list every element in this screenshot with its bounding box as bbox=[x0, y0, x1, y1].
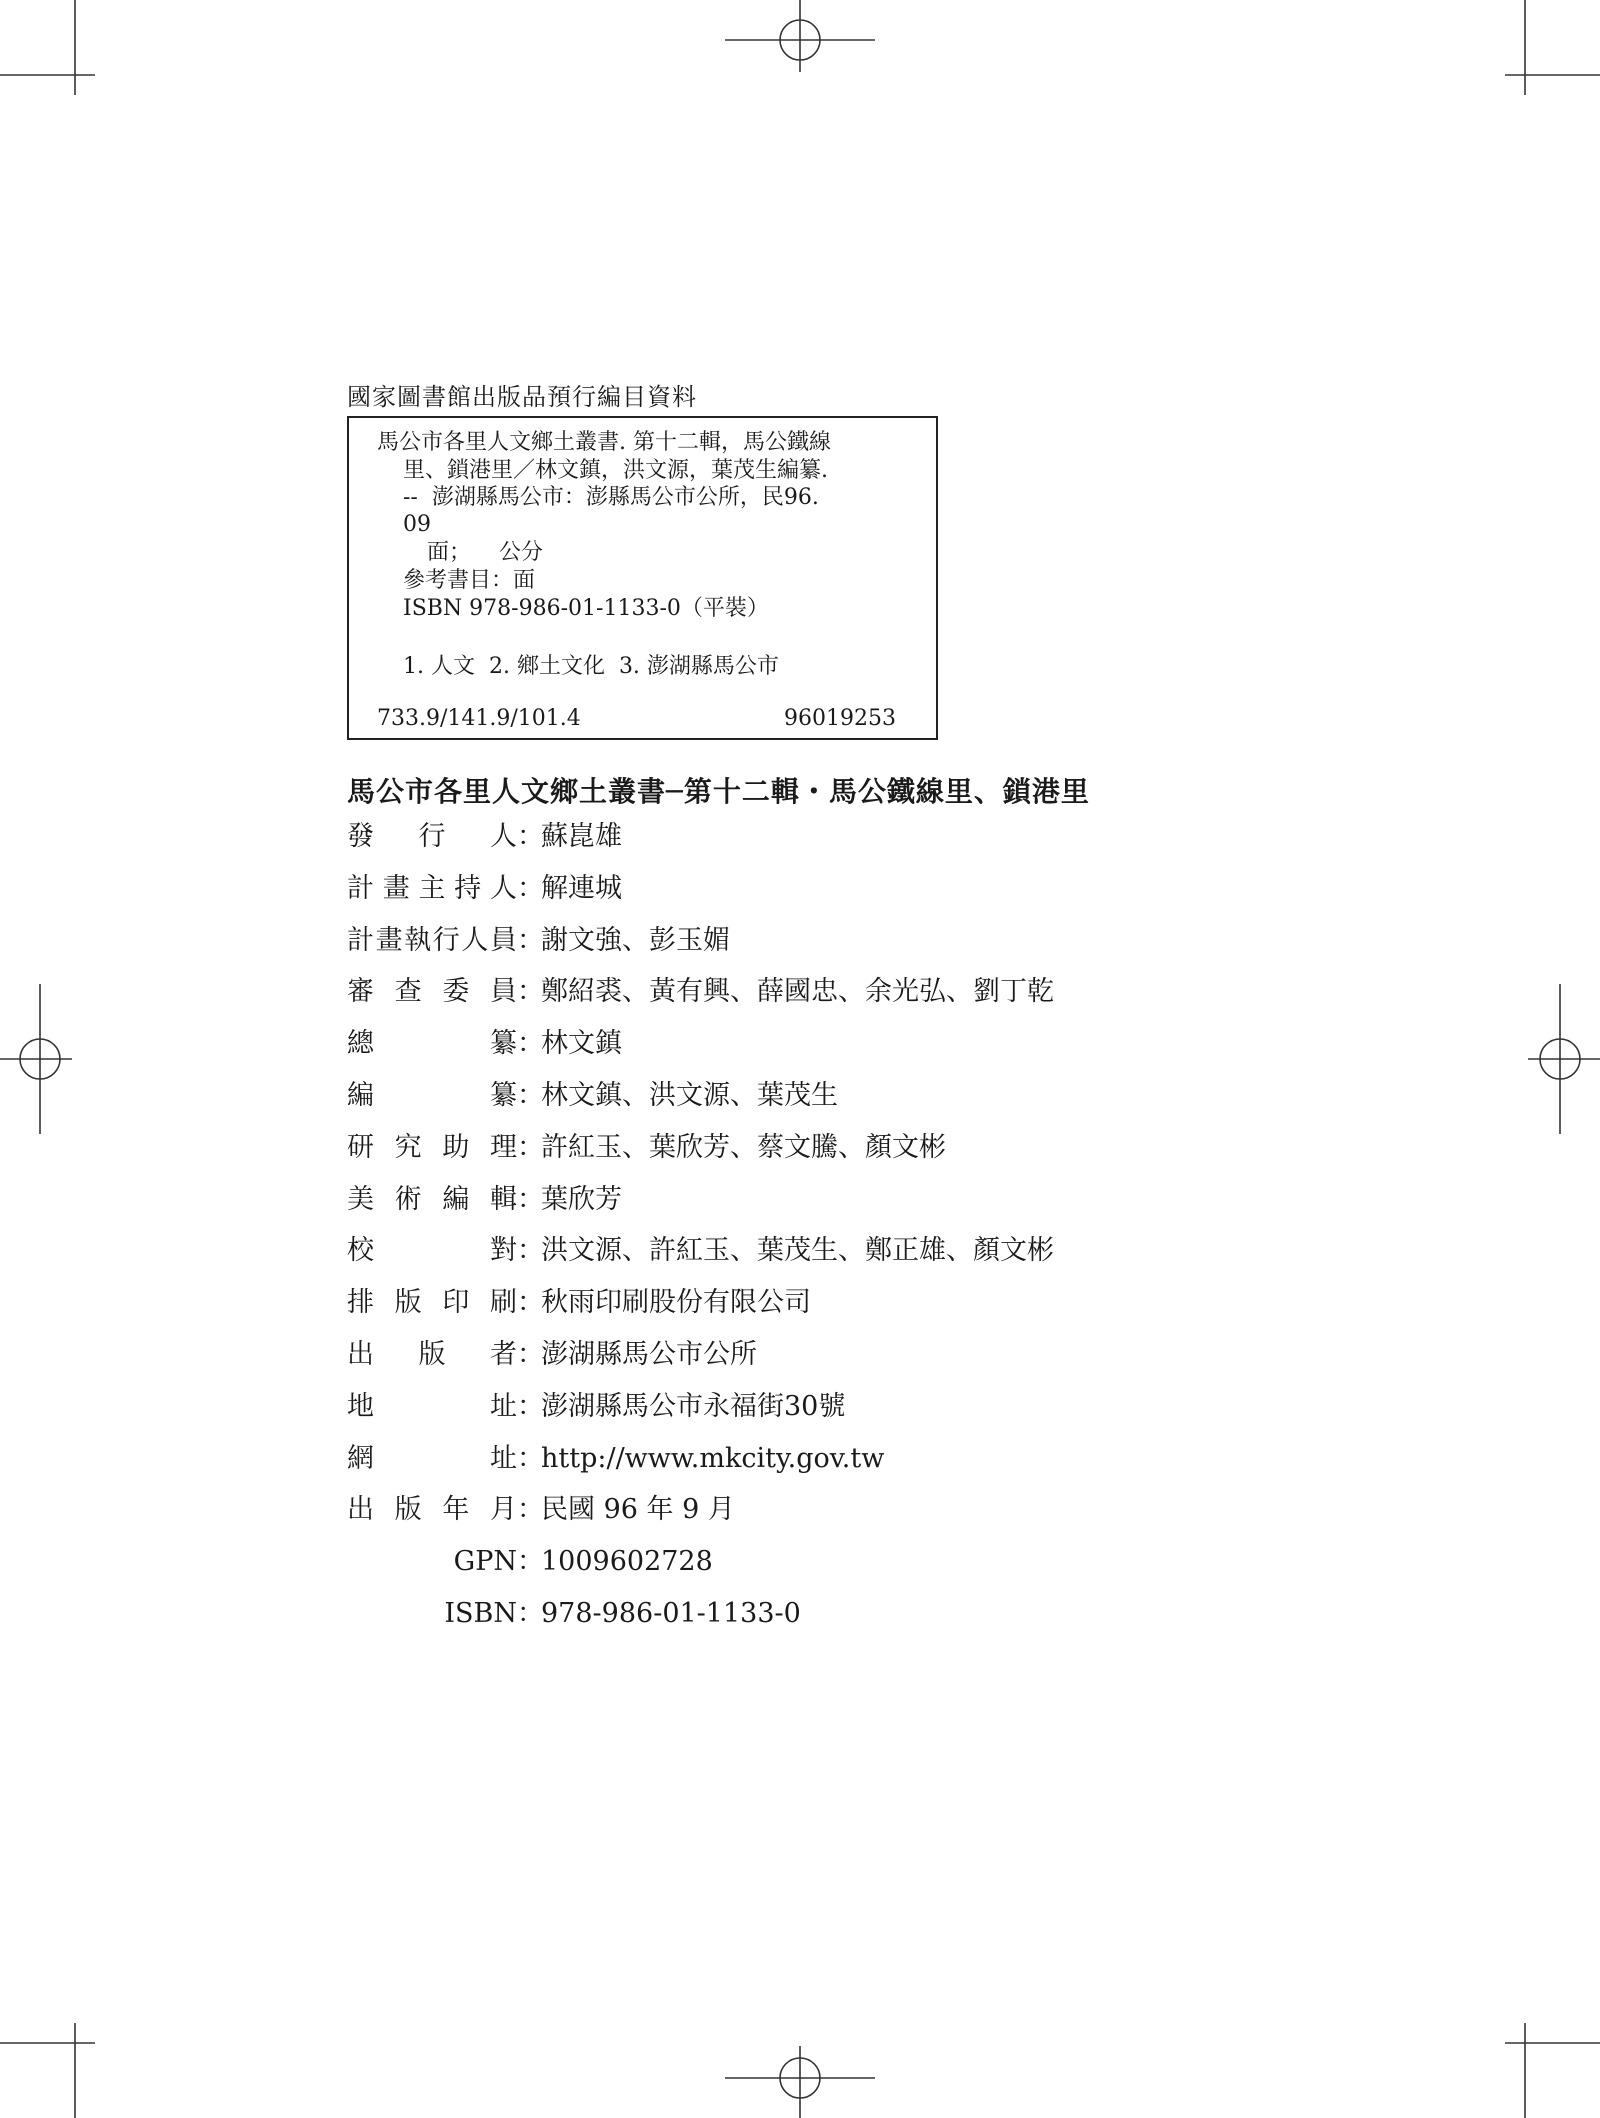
credit-label: 編 纂 bbox=[347, 1080, 517, 1111]
credit-colon: ： bbox=[517, 1287, 544, 1318]
cip-classification: 733.9/141.9/101.4 bbox=[377, 706, 581, 731]
cip-heading: 國家圖書館出版品預行編目資料 bbox=[347, 383, 697, 411]
credit-value: 澎湖縣馬公市永福街30號 bbox=[541, 1391, 846, 1422]
cip-line: -- 澎湖縣馬公市：澎縣馬公市公所，民96. bbox=[403, 485, 819, 510]
credit-label: GPN bbox=[453, 1546, 517, 1577]
credit-label: 地 址 bbox=[347, 1391, 517, 1422]
credit-label: 計 畫 主 持 人 bbox=[347, 873, 517, 904]
cip-line: 參考書目：面 bbox=[403, 568, 536, 593]
credit-label: 出 版 者 bbox=[347, 1339, 517, 1370]
cip-record-box bbox=[347, 416, 938, 740]
credit-value: 林文鎮 bbox=[541, 1028, 622, 1059]
credit-colon: ： bbox=[517, 1546, 544, 1577]
credit-label: 總 纂 bbox=[347, 1028, 517, 1059]
credit-colon: ： bbox=[517, 1235, 544, 1266]
credit-value: 蘇崑雄 bbox=[541, 821, 622, 852]
credit-label: 美 術 編 輯 bbox=[347, 1184, 517, 1215]
credit-colon: ： bbox=[517, 1028, 544, 1059]
credit-colon: ： bbox=[517, 1494, 544, 1525]
credit-value: 林文鎮、洪文源、葉茂生 bbox=[541, 1080, 838, 1111]
credit-value: http://www.mkcity.gov.tw bbox=[541, 1443, 885, 1474]
credit-label: 出 版 年 月 bbox=[347, 1494, 517, 1525]
credit-label: 排 版 印 刷 bbox=[347, 1287, 517, 1318]
credit-value: 解連城 bbox=[541, 873, 622, 904]
credit-colon: ： bbox=[517, 1132, 544, 1163]
credit-value: 澎湖縣馬公市公所 bbox=[541, 1339, 757, 1370]
credit-value: 葉欣芳 bbox=[541, 1184, 622, 1215]
credit-label: 研 究 助 理 bbox=[347, 1132, 517, 1163]
credit-value: 秋雨印刷股份有限公司 bbox=[541, 1287, 811, 1318]
credit-label: ISBN bbox=[444, 1598, 517, 1629]
cip-line: 馬公市各里人文鄉土叢書. 第十二輯，馬公鐵線 bbox=[377, 430, 831, 455]
credit-value: 許紅玉、葉欣芳、蔡文騰、顏文彬 bbox=[541, 1132, 946, 1163]
cip-record-number: 96019253 bbox=[784, 706, 896, 731]
credit-colon: ： bbox=[517, 821, 544, 852]
credit-label: 網 址 bbox=[347, 1443, 517, 1474]
cip-line: 1. 人文 2. 鄉土文化 3. 澎湖縣馬公市 bbox=[403, 654, 779, 679]
credit-value: 1009602728 bbox=[541, 1546, 713, 1577]
credit-label: 審 查 委 員 bbox=[347, 976, 517, 1007]
credit-label: 校 對 bbox=[347, 1235, 517, 1266]
cip-line: 面； 公分 bbox=[427, 540, 543, 565]
cip-line: ISBN 978-986-01-1133-0（平裝） bbox=[403, 596, 769, 621]
credit-colon: ： bbox=[517, 1598, 544, 1629]
credit-value: 978-986-01-1133-0 bbox=[541, 1598, 801, 1629]
cip-line: 里、鎖港里／林文鎮，洪文源，葉茂生編纂. bbox=[403, 458, 828, 483]
credit-label: 發 行 人 bbox=[347, 821, 517, 852]
credit-value: 鄭紹裘、黃有興、薛國忠、余光弘、劉丁乾 bbox=[541, 976, 1054, 1007]
book-title: 馬公市各里人文鄉土叢書─第十二輯・馬公鐵線里、鎖港里 bbox=[347, 775, 1090, 808]
credit-colon: ： bbox=[517, 1080, 544, 1111]
credit-label: 計 畫 執 行 人 員 bbox=[347, 925, 517, 956]
credit-colon: ： bbox=[517, 1443, 544, 1474]
credit-colon: ： bbox=[517, 976, 544, 1007]
credit-value: 民國 96 年 9 月 bbox=[541, 1494, 735, 1525]
credit-colon: ： bbox=[517, 1391, 544, 1422]
cip-line: 09 bbox=[403, 512, 431, 537]
credit-colon: ： bbox=[517, 1339, 544, 1370]
credit-colon: ： bbox=[517, 873, 544, 904]
credit-value: 洪文源、許紅玉、葉茂生、鄭正雄、顏文彬 bbox=[541, 1235, 1054, 1266]
credit-colon: ： bbox=[517, 925, 544, 956]
credit-colon: ： bbox=[517, 1184, 544, 1215]
credit-value: 謝文強、彭玉媚 bbox=[541, 925, 730, 956]
